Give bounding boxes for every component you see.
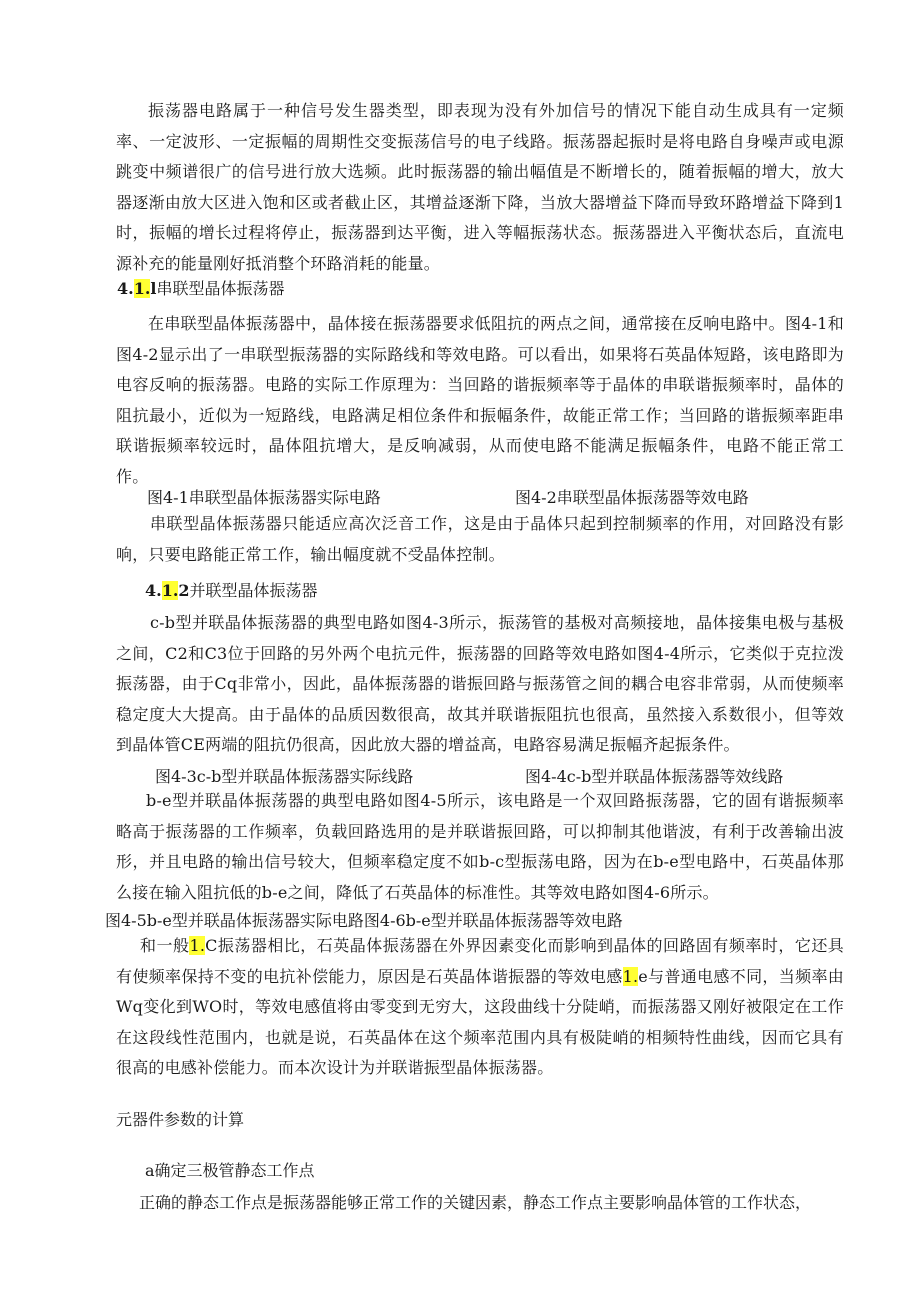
heading-4-1-2 [145, 578, 318, 601]
highlight-mark: 1. [622, 966, 639, 986]
paragraph-series-overtone: 串联型晶体振荡器只能适应高次泛音工作，这是由于晶体只起到控制频率的作用，对回路没有影响，只要电路能正常工作，输出幅度就不受晶体控制。 [116, 514, 844, 564]
highlight-mark: 1. [189, 936, 206, 955]
highlight-mark: 1. [133, 279, 151, 298]
text-run: 和一般 [140, 936, 190, 955]
text-run: C振荡器相比，石英晶体振荡器在外界因素变化而影响到晶体的回路固有频率时，它还具有使频率保持不变的电抗补偿能力，原因是石英晶体谐振器的等效电感 [116, 936, 845, 986]
heading-text: 串联型晶体振荡器 [156, 279, 285, 298]
paragraph-oscillator-intro: 振荡器电路属于一种信号发生器类型，即表现为没有外加信号的情况下能自动生成具有一定频率、一定波形、一定振幅的周期性交变振荡信号的电子线路。振荡器起振时是将电路自身噪声或电源跳变中频谱很广的信号进行放大选频。此时振荡器的输出幅值是不断增长的，随着振幅的增大，放大器逐渐由放大区进入饱和区或者截止区，其增益逐渐下降，当放大器增益下降而导致环路增益下降到1时，振幅的增长过程将停止，振荡器到达平衡，进入等幅振荡状态。振荡器进入平衡状态后，直流电源补充的能量刚好抵消整个环路消耗的能量。 [116, 101, 844, 273]
heading-number-prefix: 4. [117, 279, 134, 298]
paragraph-operating-point: 正确的静态工作点是振荡器能够正常工作的关键因素，静态工作点主要影响晶体管的工作状态， [139, 1193, 812, 1212]
figure-caption-4-5-4-6: 图4-5b-e型并联晶体振荡器实际电路图4-6b-e型并联晶体振荡器等效电路 [105, 911, 623, 930]
heading-number-suffix: l [150, 279, 157, 298]
heading-number-suffix: 2 [178, 581, 190, 600]
paragraph-be-parallel: b-e型并联晶体振荡器的典型电路如图4-5所示，该电路是一个双回路振荡器，它的固有谐振频率略高于振荡器的工作频率，负载回路选用的是并联谐振回路，可以抑制其他谐波，有利于改善输出波形，并且电路的输出信号较大，但频率稳定度不如b-c型振荡电路，因为在b-e型电路中，石英晶体那么接在输入阻抗低的b-e之间，降低了石英晶体的标准性。其等效电路如图4-6所示。 [116, 791, 844, 902]
subheading-transistor-operating-point: a确定三极管静态工作点 [145, 1161, 315, 1180]
highlight-mark: 1. [161, 581, 179, 600]
figure-caption-4-2: 图4-2串联型晶体振荡器等效电路 [515, 488, 749, 507]
heading-4-1-1 [117, 276, 285, 299]
paragraph-cb-parallel: c-b型并联晶体振荡器的典型电路如图4-3所示，振荡管的基极对高频接地，晶体接集电极与基极之间，C2和C3位于回路的另外两个电抗元件，振荡器的回路等效电路如图4-4所示，它类似于克拉泼振荡器，由于Cq非常小，因此，晶体振荡器的谐振回路与振荡管之间的耦合电容非常弱，从而使频率稳定度大大提高。由于晶体的品质因数很高，故其并联谐振阻抗也很高，虽然接入系数很小，但等效到晶体管CE两端的阻抗仍很高，因此放大器的增益高，电路容易满足振幅齐起振条件。 [116, 613, 844, 754]
figure-caption-4-1: 图4-1串联型晶体振荡器实际电路 [147, 488, 381, 507]
figure-caption-4-4: 图4-4c-b型并联晶体振荡器等效线路 [525, 767, 784, 786]
paragraph-lc-comparison [116, 931, 844, 1084]
text-run: e与普通电感不同，当频率由Wq变化到WO时，等效电感值将由零变到无穷大，这段曲线十分陡峭，而振荡器又刚好被限定在工作在这段线性范围内，也就是说，石英晶体在这个频率范围内具有极陡峭的相频特性曲线，因而它具有很高的电感补偿能力。而本次设计为并联谐振型晶体振荡器。 [116, 966, 844, 1077]
heading-number-prefix: 4. [145, 581, 162, 600]
heading-text: 并联型晶体振荡器 [189, 581, 318, 600]
section-heading-component-params: 元器件参数的计算 [116, 1110, 245, 1129]
paragraph-series-oscillator: 在串联型晶体振荡器中，晶体接在振荡器要求低阻抗的两点之间，通常接在反响电路中。图4-1和图4-2显示出了一串联型振荡器的实际路线和等效电路。可以看出，如果将石英晶体短路，该电路即为电容反响的振荡器。电路的实际工作原理为：当回路的谐振频率等于晶体的串联谐振频率时，晶体的阻抗最小，近似为一短路线，电路满足相位条件和振幅条件，故能正常工作；当回路的谐振频率距串联谐振频率较远时，晶体阻抗增大，是反响减弱，从而使电路不能满足振幅条件，电路不能正常工作。 [116, 314, 844, 486]
figure-caption-4-3: 图4-3c-b型并联晶体振荡器实际线路 [155, 767, 414, 786]
